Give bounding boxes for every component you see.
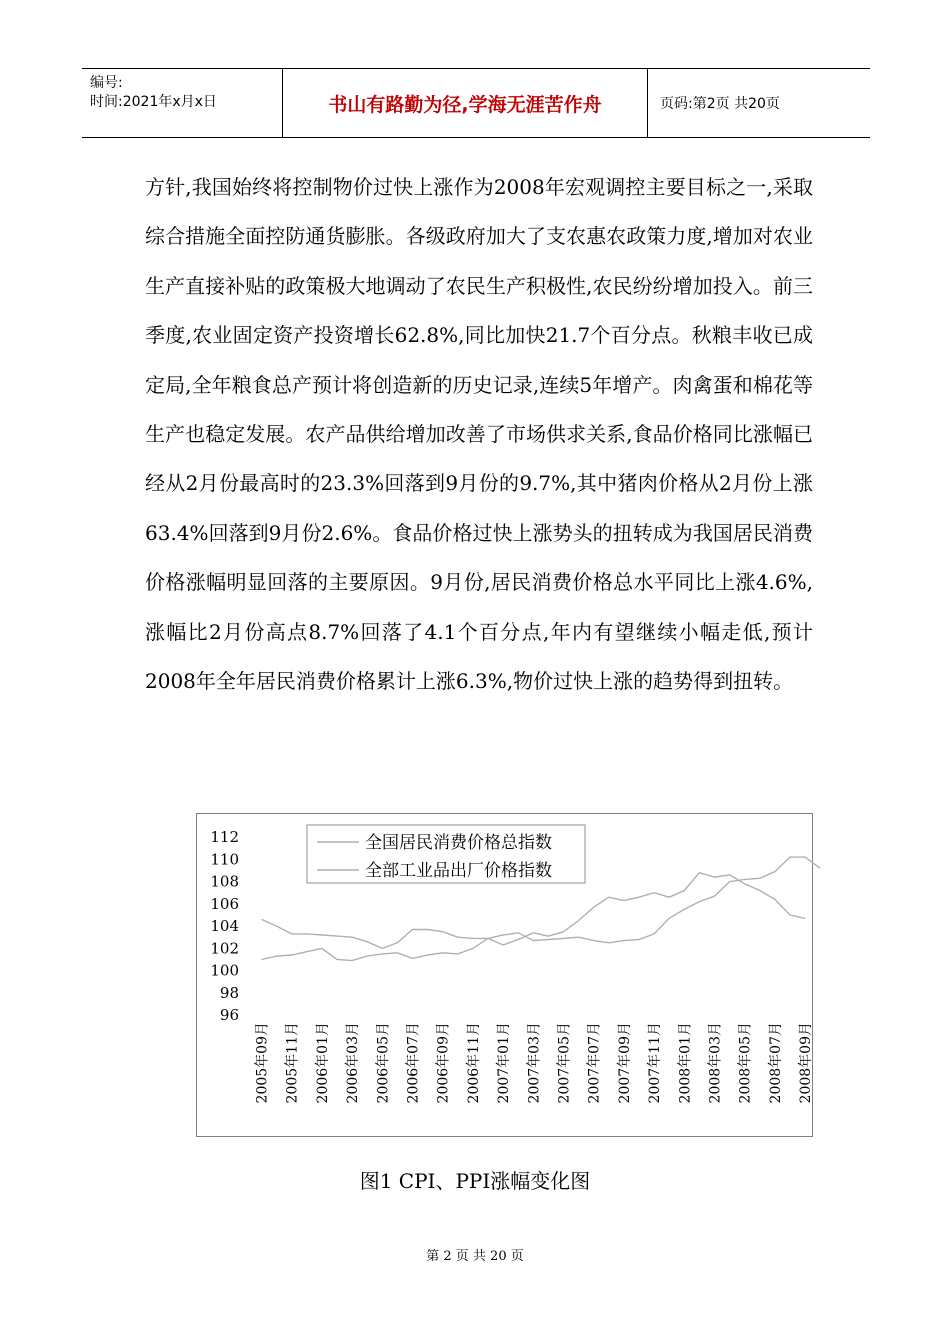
cpi-series-line	[262, 873, 806, 961]
header-page-info	[646, 69, 870, 137]
x-tick-label: 2006年01月	[314, 1022, 331, 1104]
page-header	[82, 68, 870, 138]
x-tick-label: 2008年03月	[707, 1022, 724, 1104]
x-tick-label: 2006年11月	[465, 1022, 482, 1104]
cpi-ppi-chart	[196, 813, 813, 1137]
figure-caption: 图1 CPI、PPI涨幅变化图	[359, 1169, 591, 1193]
x-tick-label: 2006年03月	[345, 1022, 362, 1104]
document-code-label: 编号:	[90, 75, 123, 91]
body-text	[145, 163, 813, 706]
x-tick-label: 2007年01月	[496, 1022, 513, 1104]
y-tick-label: 96	[219, 1006, 239, 1024]
header-meta	[82, 69, 282, 137]
x-tick-label: 2005年11月	[284, 1022, 301, 1104]
y-tick-label: 106	[210, 894, 239, 913]
x-tick-label: 2006年09月	[435, 1022, 452, 1104]
x-tick-label: 2008年09月	[798, 1022, 815, 1104]
y-tick-label: 108	[210, 872, 239, 891]
x-tick-label: 2007年03月	[526, 1022, 543, 1104]
page-info-text: 页码:第2页 共20页	[660, 96, 780, 112]
legend-label: 全国居民消费价格总指数	[365, 833, 552, 853]
paragraph: 方针,我国始终将控制物价过快上涨作为2008年宏观调控主要目标之一,采取综合措施全面控防通货膨胀。各级政府加大了支农惠农政策力度,增加对农业生产直接补贴的政策极大地调动了农民生产积极性,农民纷纷增加投入。前三季度,农业固定资产投资增长62.8%,同比加快21.7个百分点。秋粮丰收已成定局,全年粮食总产预计将创造新的历史记录,连续5年增产。肉禽蛋和棉花等生产也稳定发展。农产品供给增加改善了市场供求关系,食品价格同比涨幅已经从2月份最高时的23.3%回落到9月份的9.7%,其中猪肉价格从2月份上涨63.4%回落到9月份2.6%。食品价格过快上涨势头的扭转成为我国居民消费价格涨幅明显回落的主要原因。9月份,居民消费价格总水平同比上涨4.6%,涨幅比2月份高点8.7%回落了4.1个百分点,年内有望继续小幅走低,预计2008年全年居民消费价格累计上涨6.3%,物价过快上涨的趋势得到扭转。	[145, 175, 813, 694]
header-motto: 书山有路勤为径,学海无涯苦作舟	[282, 69, 648, 137]
x-tick-label: 2008年01月	[677, 1022, 694, 1104]
x-tick-label: 2008年07月	[767, 1022, 784, 1104]
y-tick-label: 112	[210, 828, 239, 846]
document-time-label: 时间:2021年x月x日	[90, 94, 217, 110]
legend-label: 全部工业品出厂价格指数	[365, 861, 552, 881]
y-tick-label: 104	[210, 917, 239, 935]
y-tick-label: 98	[219, 983, 239, 1002]
x-tick-label: 2005年09月	[254, 1022, 271, 1104]
x-tick-label: 2007年11月	[647, 1022, 664, 1104]
x-tick-label: 2006年05月	[375, 1022, 392, 1104]
x-tick-label: 2008年05月	[737, 1022, 754, 1104]
x-tick-label: 2007年05月	[556, 1022, 573, 1104]
y-tick-label: 102	[210, 939, 239, 958]
y-tick-label: 100	[210, 961, 239, 980]
y-tick-label: 110	[210, 850, 239, 869]
x-tick-label: 2006年07月	[405, 1022, 422, 1104]
page-footer: 第 2 页 共 20 页	[426, 1249, 524, 1264]
x-tick-label: 2007年07月	[586, 1022, 603, 1104]
chart-canvas	[197, 814, 815, 1136]
x-tick-label: 2007年09月	[616, 1022, 633, 1104]
